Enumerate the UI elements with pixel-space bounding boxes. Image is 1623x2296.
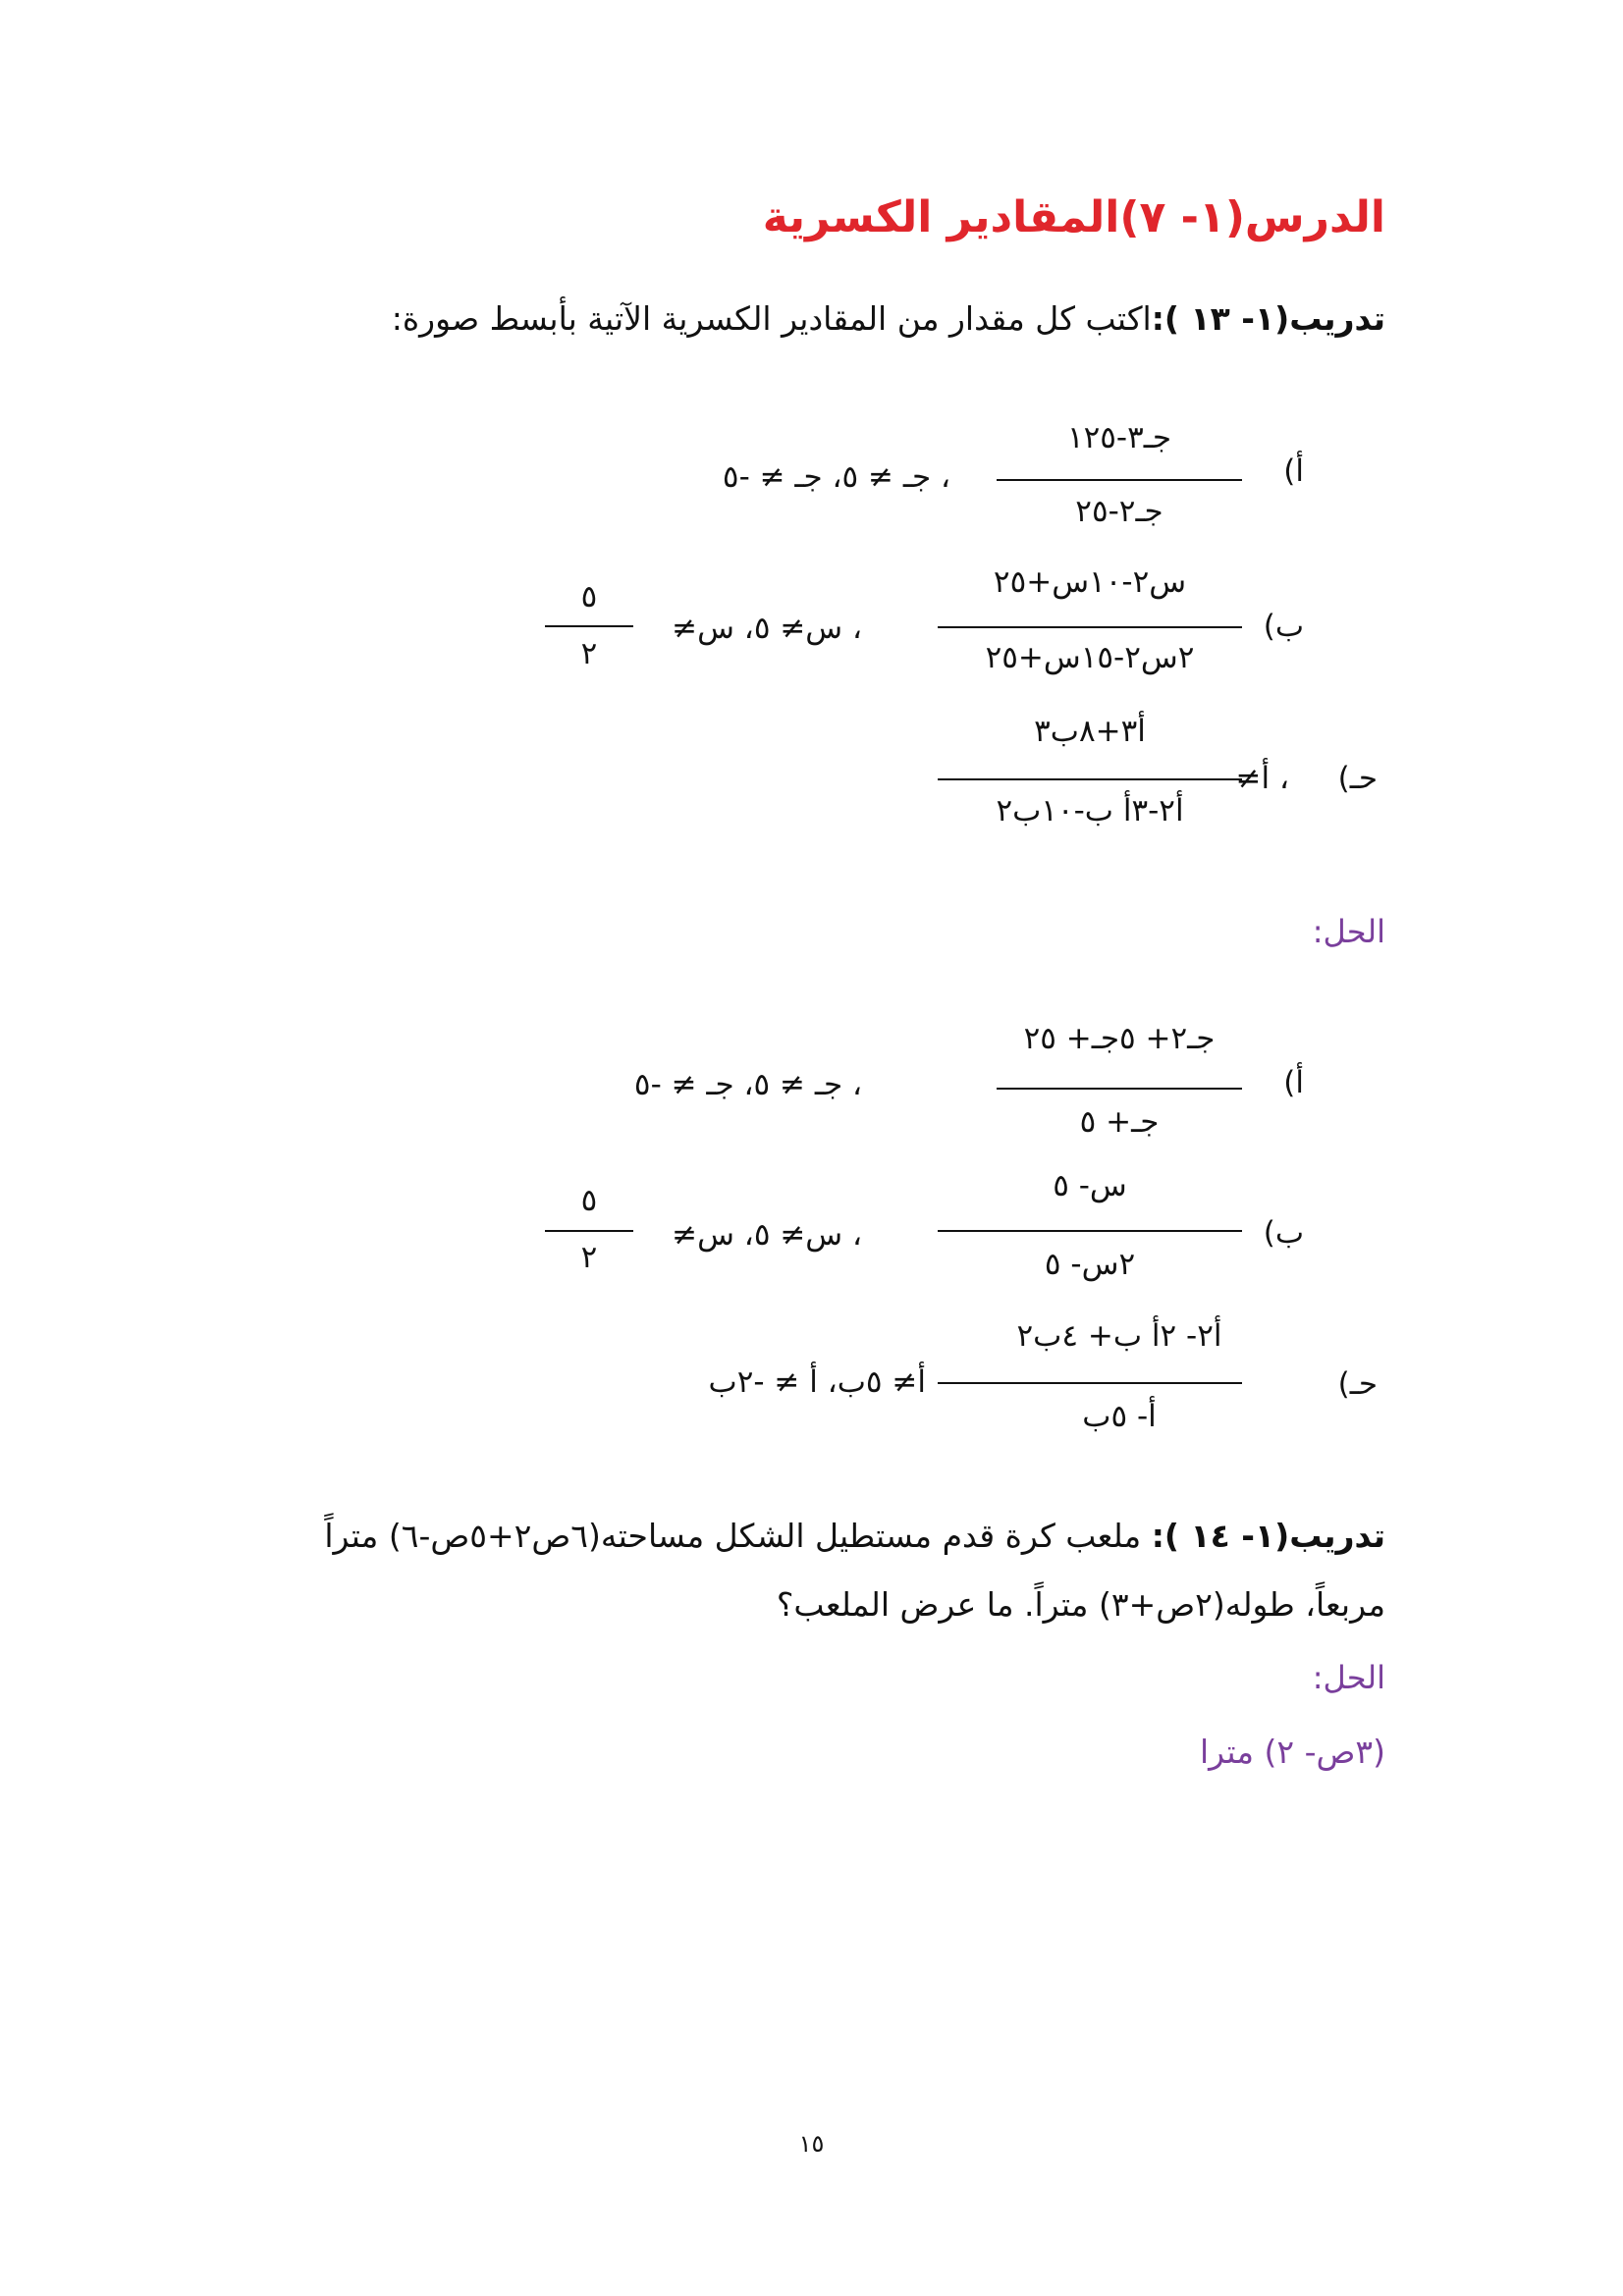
solution-b-condition: ، س≠ ٥، س≠ (672, 1217, 862, 1253)
problem-a-condition: ، جـ ≠ ٥، جـ ≠ -٥ (722, 459, 950, 495)
exercise-14-label: تدريب(١- ١٤ ): (1151, 1517, 1385, 1555)
problem-a-fraction-bar (997, 479, 1242, 481)
solution-c-fraction-bar (938, 1382, 1242, 1384)
problem-b-condition-frac-num: ٥ (580, 579, 598, 614)
exercise-13-label: تدريب(١- ١٣ ): (1151, 299, 1385, 338)
problem-b-condition-frac-bar (545, 625, 633, 627)
solution-label: الحل: (1312, 913, 1385, 950)
problem-c-numerator: أ٣+٨ب٣ (1034, 714, 1146, 749)
problem-c-fraction-bar (938, 778, 1242, 780)
problem-b-numerator: س٢-١٠س+٢٥ (993, 564, 1187, 600)
problem-b-fraction-bar (938, 626, 1242, 628)
problem-c-marker: حـ) (1337, 761, 1378, 796)
solution-a-numerator: جـ٢+ ٥جـ+ ٢٥ (1023, 1021, 1216, 1056)
solution-b-condition-frac-den: ٢ (580, 1240, 598, 1275)
solution-b-denominator: ٢س- ٥ (1044, 1247, 1136, 1282)
solution-c-marker: حـ) (1337, 1366, 1378, 1402)
problem-b-marker: ب) (1263, 609, 1304, 644)
solution-b-condition-frac-bar (545, 1230, 633, 1232)
problem-c-denominator: أ٢-٣أ ب-١٠ب٢ (996, 793, 1184, 828)
exercise-14-line2: مربعاً، طوله(٢ص+٣) متراً. ما عرض الملعب؟ (776, 1585, 1385, 1624)
problem-a-denominator: جـ٢-٢٥ (1075, 494, 1163, 529)
solution-b-marker: ب) (1263, 1215, 1304, 1251)
problem-a-numerator: جـ٣-١٢٥ (1066, 420, 1172, 455)
problem-c-condition: ، أ≠ (1235, 761, 1289, 796)
solution-c-denominator: أ- ٥ب (1082, 1399, 1157, 1434)
exercise-13-heading (392, 299, 1385, 338)
solution-a-denominator: جـ+ ٥ (1079, 1104, 1160, 1140)
problem-b-denominator: ٢س٢-١٥س+٢٥ (985, 640, 1195, 675)
exercise-14-solution-label: الحل: (1312, 1659, 1385, 1696)
solution-c-numerator: أ٢- ٢أ ب+ ٤ب٢ (1016, 1318, 1222, 1354)
exercise-14-answer: (٣ص- ٢) مترا (1199, 1733, 1385, 1771)
problem-b-condition: ، س≠ ٥، س≠ (672, 611, 862, 646)
solution-c-condition: أ≠ ٥ب، أ ≠ -٢ب (708, 1364, 926, 1400)
lesson-title: الدرس(١- ٧)المقادير الكسرية (762, 192, 1385, 242)
solution-a-fraction-bar (997, 1088, 1242, 1090)
solution-b-condition-frac-num: ٥ (580, 1183, 598, 1218)
exercise-14-line1 (324, 1517, 1385, 1555)
solution-a-condition: ، جـ ≠ ٥، جـ ≠ -٥ (633, 1067, 862, 1102)
exercise-13-instruction: اكتب كل مقدار من المقادير الكسرية الآتية بأبسط صورة: (391, 299, 1152, 338)
problem-b-condition-frac-den: ٢ (580, 636, 598, 671)
problem-a-marker: أ) (1283, 454, 1304, 489)
solution-a-marker: أ) (1283, 1065, 1304, 1100)
page-number: ١٥ (798, 2130, 825, 2158)
exercise-14-text-1: ملعب كرة قدم مستطيل الشكل مساحته(٦ص٢+٥ص-٦) متراً (324, 1517, 1142, 1555)
solution-b-fraction-bar (938, 1230, 1242, 1232)
solution-b-numerator: س- ٥ (1053, 1168, 1127, 1203)
